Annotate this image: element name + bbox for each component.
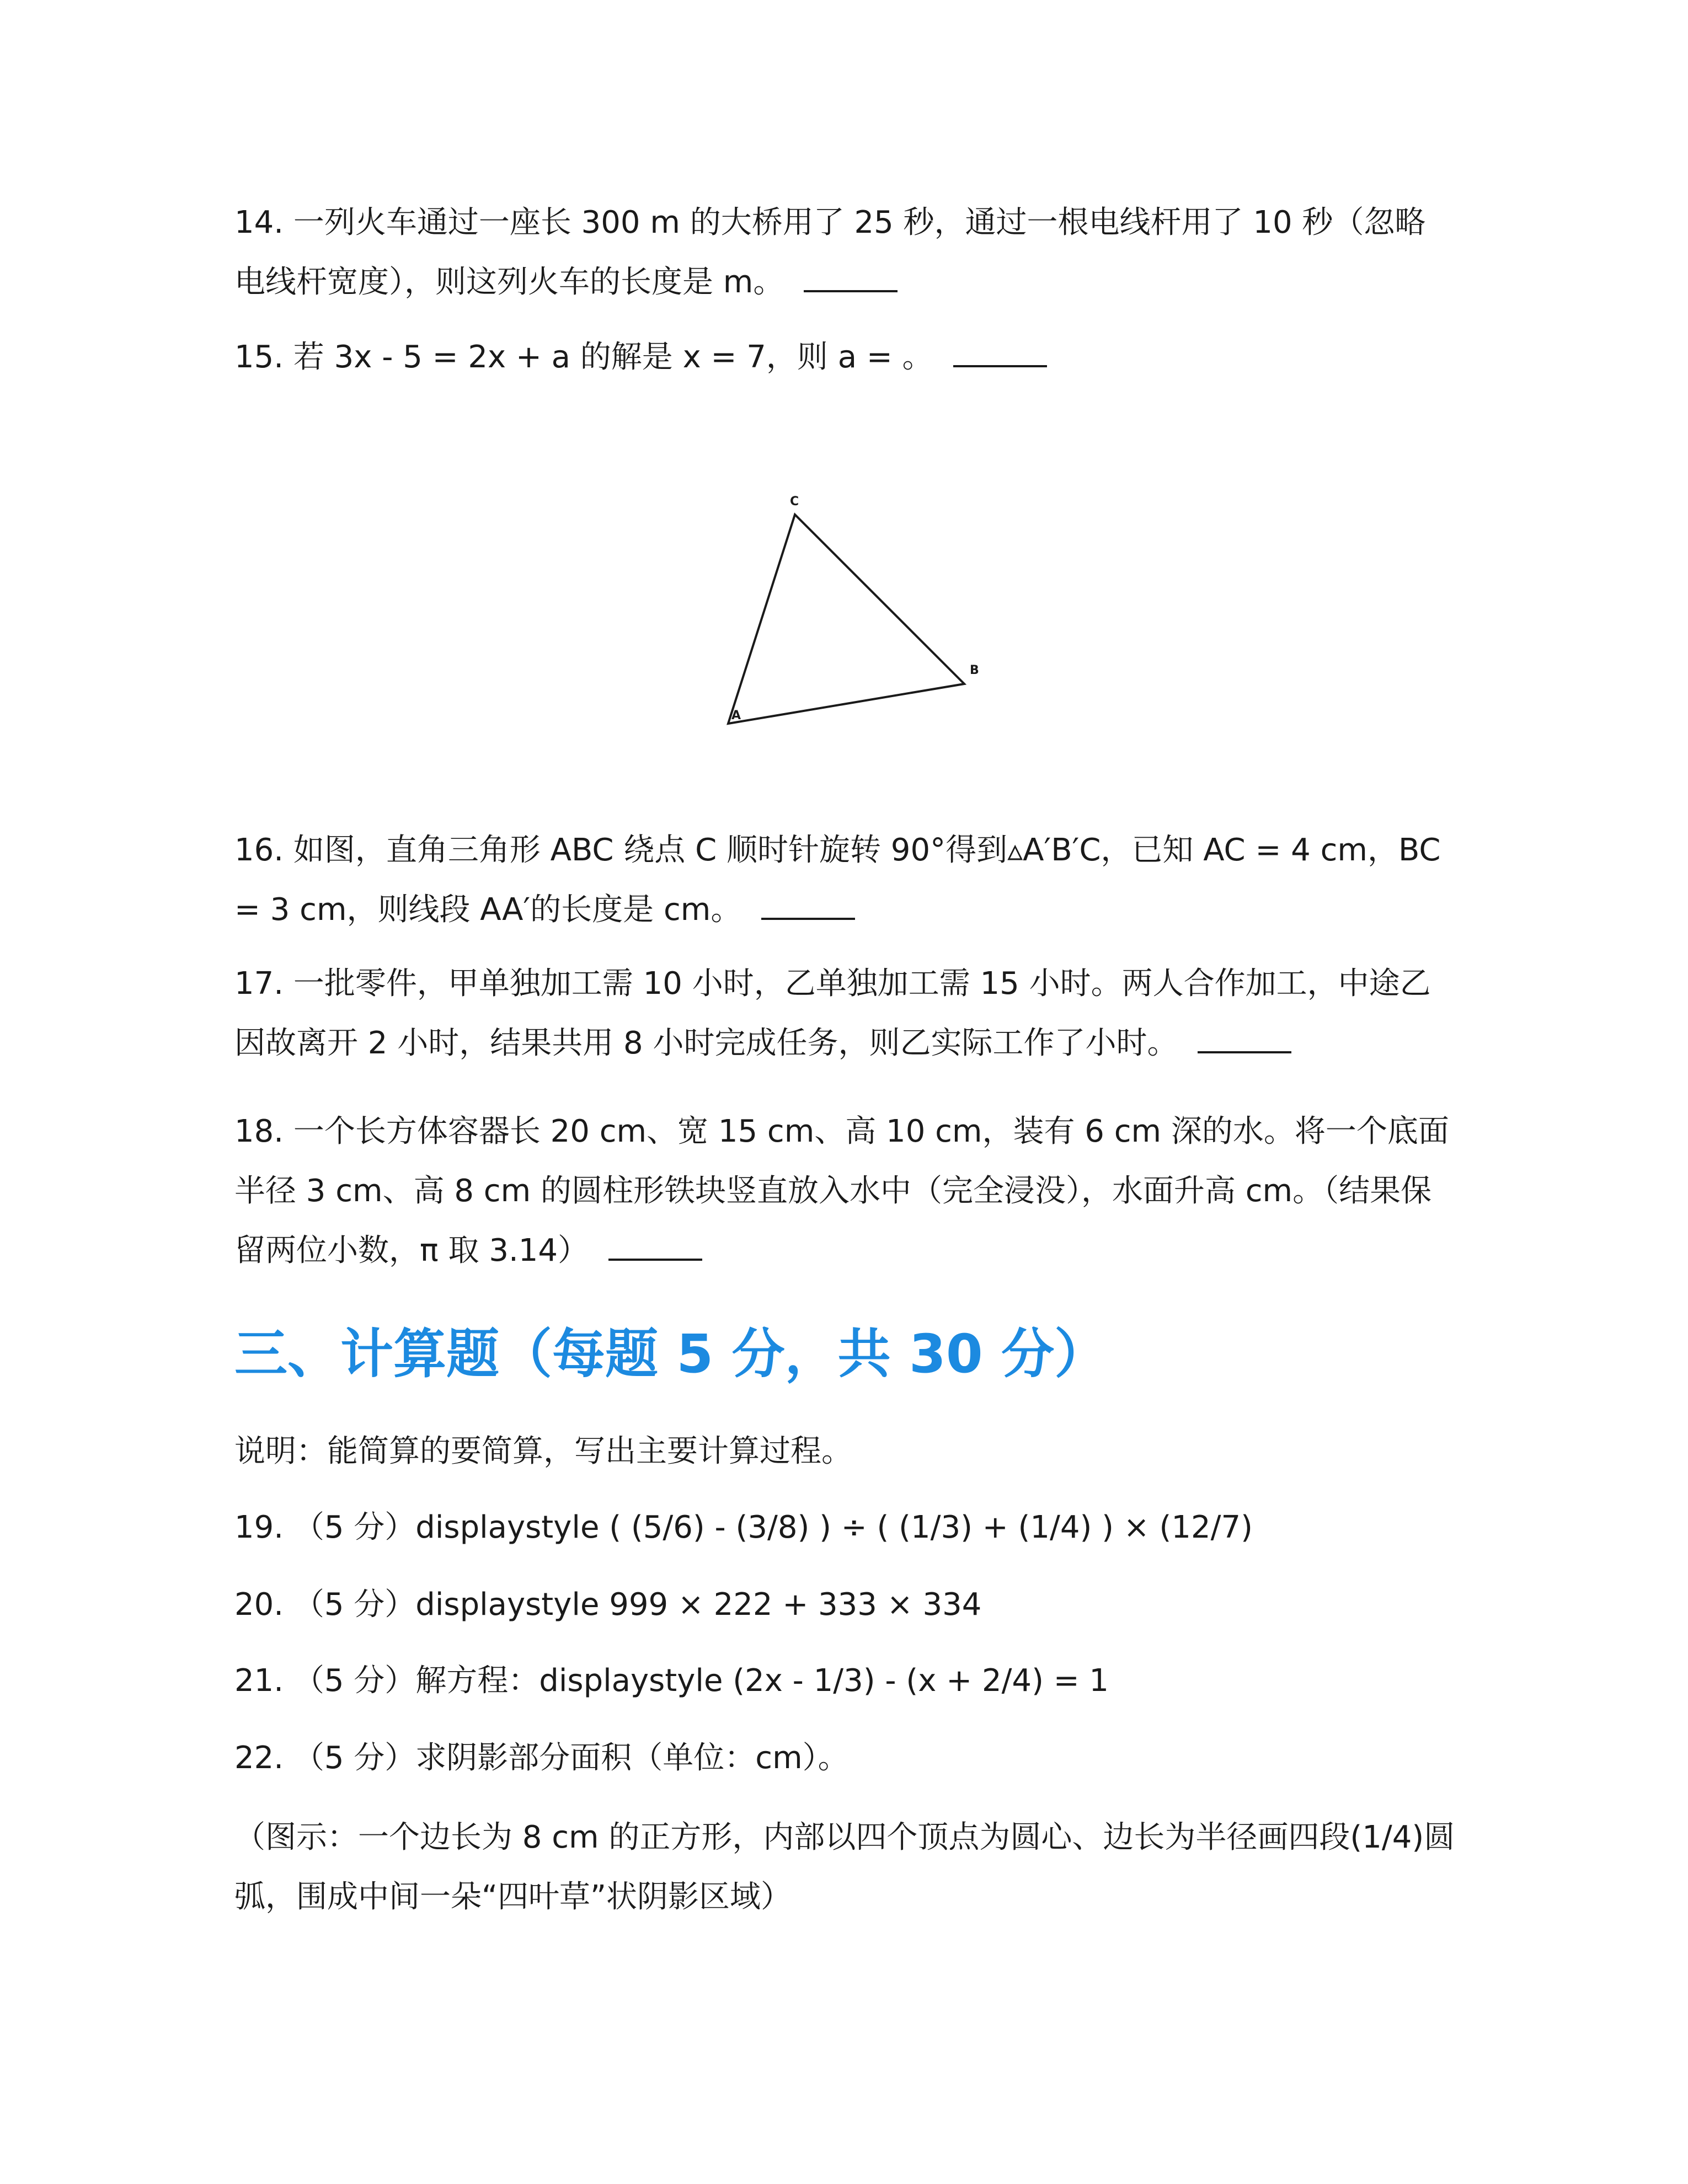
triangle-svg <box>695 485 1004 739</box>
question-18-text: 18. 一个长方体容器长 20 cm、宽 15 cm、高 10 cm，装有 6 cm 深的水。将一个底面半径 3 cm、高 8 cm 的圆柱形铁块竖直放入水中（完全浸没），水面升高 cm。（结果保留两位小数，π 取 3.14） <box>234 1114 1449 1268</box>
triangle-figure <box>695 485 1004 739</box>
question-17-text: 17. 一批零件，甲单独加工需 10 小时，乙单独加工需 15 小时。两人合作加工，中途乙因故离开 2 小时，结果共用 8 小时完成任务，则乙实际工作了小时。 <box>234 966 1431 1061</box>
vertex-label-c: C <box>790 495 799 508</box>
question-14 <box>234 193 1456 312</box>
question-20: 20. （5 分）displaystyle 999 × 222 + 333 × 334 <box>234 1587 982 1623</box>
question-15 <box>234 328 1456 387</box>
question-17 <box>234 954 1456 1073</box>
section-heading: 三、计算题（每题 5 分，共 30 分） <box>234 1323 1108 1385</box>
answer-blank-15[interactable] <box>953 334 1047 367</box>
question-15-text: 15. 若 3x - 5 = 2x + a 的解是 x = 7，则 a = 。 <box>234 339 933 375</box>
question-18 <box>234 1102 1456 1281</box>
answer-blank-14[interactable] <box>804 259 898 292</box>
question-16 <box>234 821 1456 940</box>
question-21: 21. （5 分）解方程：displaystyle (2x - 1/3) - (x + 2/4) = 1 <box>234 1663 1109 1699</box>
question-16-text: 16. 如图，直角三角形 ABC 绕点 C 顺时针旋转 90°得到▵A′B′C，已知 AC = 4 cm，BC = 3 cm，则线段 AA′的长度是 cm。 <box>234 832 1441 928</box>
answer-blank-17[interactable] <box>1198 1020 1291 1053</box>
question-22: 22. （5 分）求阴影部分面积（单位：cm）。 <box>234 1740 849 1776</box>
answer-blank-18[interactable] <box>608 1228 702 1261</box>
triangle-abc <box>728 515 964 724</box>
question-22-caption: （图示：一个边长为 8 cm 的正方形，内部以四个顶点为圆心、边长为半径画四段(1/4)圆弧，围成中间一朵“四叶草”状阴影区域） <box>234 1819 1455 1915</box>
vertex-label-a: A <box>731 709 741 722</box>
section-note: 说明：能简算的要简算，写出主要计算过程。 <box>234 1433 852 1469</box>
question-14-text: 14. 一列火车通过一座长 300 m 的大桥用了 25 秒，通过一根电线杆用了 10 秒（忽略电线杆宽度），则这列火车的长度是 m。 <box>234 205 1426 300</box>
answer-blank-16[interactable] <box>761 887 855 920</box>
question-19: 19. （5 分）displaystyle ( (5/6) - (3/8) ) ÷ ( (1/3) + (1/4) ) × (12/7) <box>234 1509 1253 1545</box>
vertex-label-b: B <box>970 663 979 677</box>
